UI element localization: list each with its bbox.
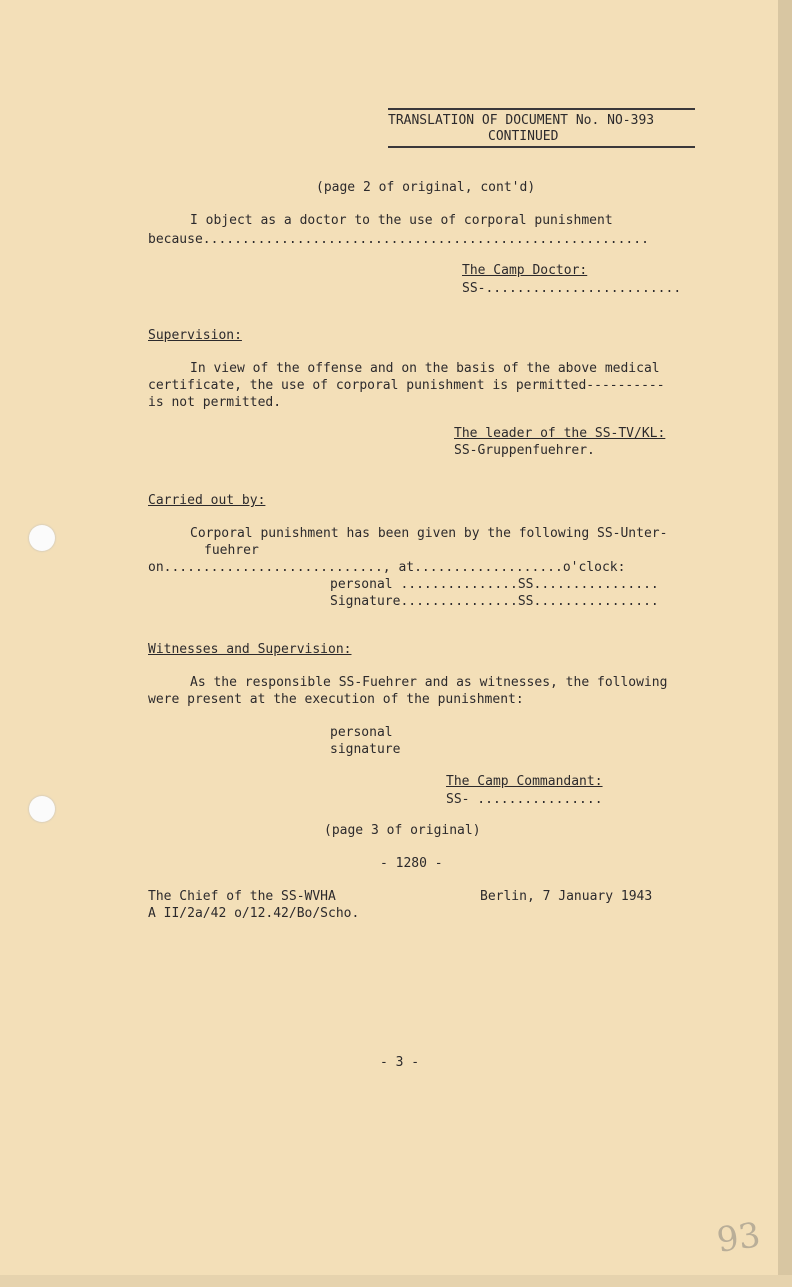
supervision-line2: certificate, the use of corporal punishment is permitted---------- bbox=[148, 378, 665, 393]
punch-hole-top bbox=[29, 525, 55, 551]
carried-out-line3: on............................, at...................o'clock: bbox=[148, 560, 626, 575]
camp-doctor-title: The Camp Doctor: bbox=[462, 263, 588, 278]
supervision-line1: In view of the offense and on the basis of the above medical bbox=[190, 361, 660, 376]
supervision-heading: Supervision: bbox=[148, 328, 242, 343]
carried-out-line1: Corporal punishment has been given by the following SS-Unter- bbox=[190, 526, 668, 541]
page-note-original-3: (page 3 of original) bbox=[324, 823, 481, 838]
document-subtitle: CONTINUED bbox=[488, 129, 559, 144]
sender-line1: The Chief of the SS-WVHA bbox=[148, 889, 336, 904]
leader-rank: SS-Gruppenfuehrer. bbox=[454, 443, 595, 458]
camp-commandant-title: The Camp Commandant: bbox=[446, 774, 603, 789]
page-bottom-edge bbox=[0, 1275, 792, 1287]
page-edge bbox=[778, 0, 792, 1287]
witnesses-personal: personal bbox=[330, 725, 393, 740]
witnesses-signature: signature bbox=[330, 742, 401, 757]
carried-out-signature-line: Signature...............SS................ bbox=[330, 594, 659, 609]
date-line: Berlin, 7 January 1943 bbox=[480, 889, 653, 904]
camp-doctor-signature-line: SS-......................... bbox=[462, 281, 682, 296]
witnesses-line2: were present at the execution of the punishment: bbox=[148, 692, 524, 707]
witnesses-line1: As the responsible SS-Fuehrer and as witnesses, the following bbox=[190, 675, 668, 690]
carried-out-heading: Carried out by: bbox=[148, 493, 266, 508]
document-title: TRANSLATION OF DOCUMENT No. NO-393 bbox=[388, 113, 655, 128]
header-rule-bottom bbox=[388, 146, 695, 148]
page-number-1280: - 1280 - bbox=[380, 856, 443, 871]
camp-commandant-signature-line: SS- ................ bbox=[446, 792, 603, 807]
witnesses-heading: Witnesses and Supervision: bbox=[148, 642, 352, 657]
page-note-original-2: (page 2 of original, cont'd) bbox=[316, 180, 536, 195]
sender-reference: A II/2a/42 o/12.42/Bo/Scho. bbox=[148, 906, 360, 921]
doctor-objection-line2: because......................................................... bbox=[148, 232, 649, 247]
leader-title: The leader of the SS-TV/KL: bbox=[454, 426, 666, 441]
carried-out-line2: fuehrer bbox=[204, 543, 259, 558]
punch-hole-bottom bbox=[29, 796, 55, 822]
carried-out-personal-line: personal ...............SS................ bbox=[330, 577, 659, 592]
handwritten-page-mark: 93 bbox=[714, 1215, 763, 1261]
page-number: - 3 - bbox=[380, 1055, 420, 1070]
header-rule-top bbox=[388, 108, 695, 110]
supervision-line3: is not permitted. bbox=[148, 395, 282, 410]
doctor-objection-line1: I object as a doctor to the use of corporal punishment bbox=[190, 213, 613, 228]
